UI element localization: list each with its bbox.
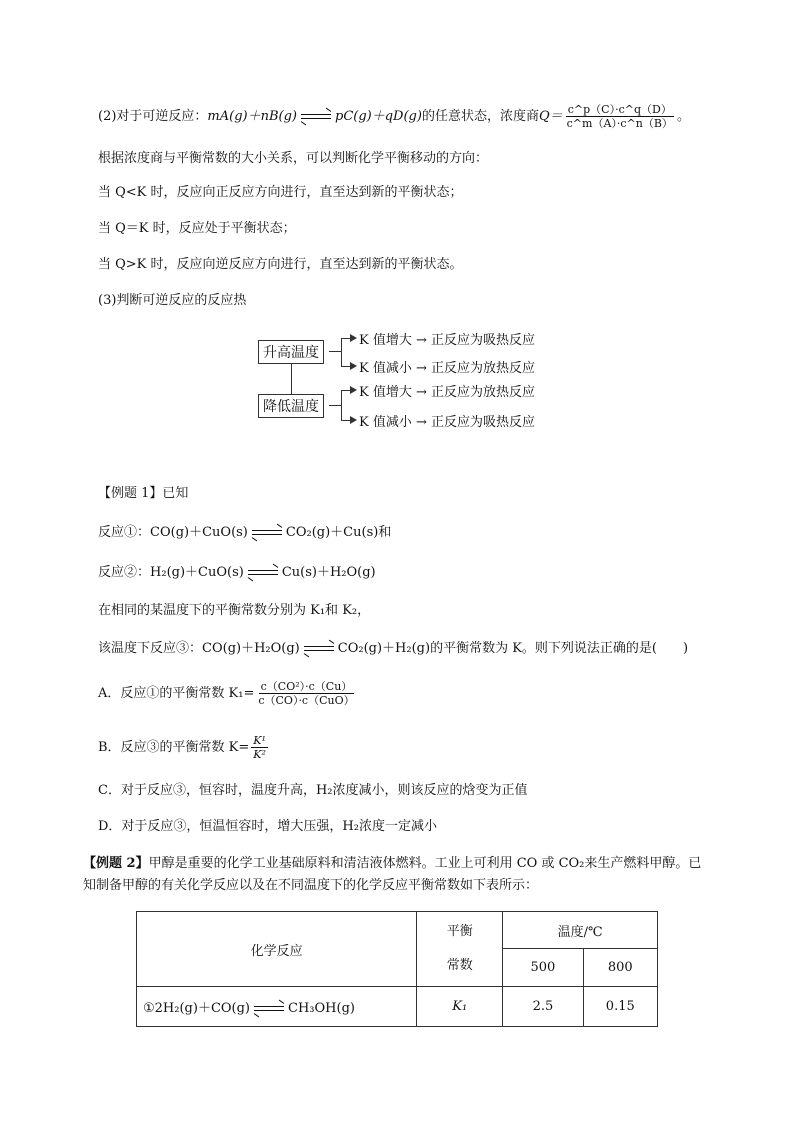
branch-2-text: K 值减小 → 正反应为放热反应 [359, 361, 536, 376]
option-b-lead: B．反应③的平衡常数 K= [98, 740, 250, 755]
reaction-1-right: CO₂(g)＋Cu(s)和 [285, 525, 392, 540]
reaction-2-right: Cu(s)＋H₂O(g) [281, 565, 376, 580]
row1-left: ①2H₂(g)＋CO(g) [143, 1001, 251, 1016]
lower-fork [341, 390, 342, 421]
option-b-numerator: K¹ [253, 734, 266, 747]
k-constants-line: 在相同的某温度下的平衡常数分别为 K₁和 K₂， [98, 603, 371, 618]
arrow-right-icon [350, 416, 357, 424]
option-a-fraction [256, 680, 356, 707]
branch-3-text: K 值增大 → 正反应为放热反应 [359, 385, 536, 400]
q-numerator: c^p（C）·c^q（D） [567, 103, 672, 116]
reaction-3-left: CO(g)＋H₂O(g) [202, 641, 300, 656]
box-connector [291, 363, 292, 395]
q-fraction [565, 103, 675, 130]
option-a [98, 680, 359, 707]
option-d: D．对于反应③，恒温恒容时，增大压强，H₂浓度一定减小 [98, 819, 437, 834]
row1-right: CH₃OH(g) [288, 1001, 355, 1016]
reaction-3-tail: 的平衡常数为 K。则下列说法正确的是( ) [430, 641, 689, 656]
example2-text-2: 知制备甲醇的有关化学反应以及在不同温度下的化学反应平衡常数如下表所示： [83, 878, 539, 893]
q-label: Q＝ [538, 109, 563, 124]
lower-temp-box: 降低温度 [258, 394, 324, 418]
reversible-arrow-icon [246, 568, 280, 577]
p2-products: pC(g)＋qD(g) [335, 109, 422, 124]
option-c: C．对于反应③，恒容时，温度升高，H₂浓度减小，则该反应的焓变为正值 [98, 783, 528, 798]
judge-intro: 根据浓度商与平衡常数的大小关系，可以判断化学平衡移动的方向： [98, 151, 489, 166]
row1-value-800: 0.15 [583, 987, 657, 1027]
reaction-3-line [98, 639, 688, 659]
header-constant [417, 912, 503, 987]
reaction-1-line [98, 523, 391, 543]
reversible-arrow-icon [252, 1004, 286, 1013]
header-temperature: 温度/℃ [503, 912, 658, 949]
reversible-arrow-icon [299, 112, 333, 121]
raise-temp-box: 升高温度 [258, 340, 324, 364]
reaction-1-left: CO(g)＋CuO(s) [150, 525, 248, 540]
reaction-3-right: CO₂(g)＋H₂(g) [337, 641, 431, 656]
judge-line-3: 当 Q>K 时，反应向逆反应方向进行，直至达到新的平衡状态。 [98, 257, 463, 272]
option-b [98, 734, 270, 761]
reaction-2-left: H₂(g)＋CuO(s) [150, 565, 244, 580]
p2-mid: 的任意状态，浓度商 [421, 109, 539, 124]
header-constant-2: 常数 [446, 958, 473, 973]
option-a-numerator: c（CO²）·c（Cu） [260, 680, 353, 693]
example2-text-1: 甲醇是重要的化学工业基础原料和清洁液体燃料。工业上可利用 CO 或 CO₂来生产燃料甲醇。已 [148, 856, 702, 871]
header-constant-1: 平衡 [446, 924, 473, 939]
branch-4-text: K 值减小 → 正反应为吸热反应 [359, 415, 536, 430]
reaction-2-label: 反应②： [98, 565, 151, 580]
header-temp-800: 800 [583, 949, 657, 987]
option-b-denominator: K² [253, 748, 266, 761]
q-denominator: c^m（A）·c^n（B） [566, 117, 673, 130]
branch-1-text: K 值增大 → 正反应为吸热反应 [359, 333, 536, 348]
option-b-fraction [251, 734, 268, 761]
reaction-2-line [98, 563, 376, 583]
raise-stem [329, 351, 341, 352]
example2-line-1 [83, 854, 701, 874]
example1-title: 【例题 1】已知 [98, 486, 189, 501]
p3-title: (3)判断可逆反应的反应热 [98, 293, 247, 308]
row1-value-500: 2.5 [503, 987, 583, 1027]
lower-stem [329, 405, 341, 406]
p2-reaction: mA(g)＋nB(g) [207, 109, 297, 124]
q-definition-line [98, 103, 690, 130]
arrow-right-icon [350, 386, 357, 394]
judge-line-2: 当 Q＝K 时，反应处于平衡状态； [98, 221, 296, 236]
judge-line-1: 当 Q<K 时，反应向正反应方向进行，直至达到新的平衡状态； [98, 185, 463, 200]
option-a-denominator: c（CO）·c（CuO） [258, 694, 355, 707]
reaction-1-label: 反应①： [98, 525, 151, 540]
p2-lead: (2)对于可逆反应： [98, 109, 208, 124]
header-temp-500: 500 [503, 949, 583, 987]
reversible-arrow-icon [302, 644, 336, 653]
arrow-right-icon [350, 334, 357, 342]
header-reaction: 化学反应 [137, 912, 417, 987]
example2-title: 【例题 2】 [83, 856, 149, 871]
reversible-arrow-icon [250, 528, 284, 537]
p2-end: 。 [676, 109, 690, 124]
row1-k: K₁ [417, 987, 503, 1027]
row1-reaction [137, 987, 417, 1027]
arrow-right-icon [350, 362, 357, 370]
option-a-lead: A．反应①的平衡常数 K₁= [98, 686, 255, 701]
reaction-3-lead: 该温度下反应③： [98, 641, 203, 656]
equilibrium-constant-table [136, 911, 658, 1027]
raise-fork [341, 338, 342, 367]
table-row [137, 987, 658, 1027]
